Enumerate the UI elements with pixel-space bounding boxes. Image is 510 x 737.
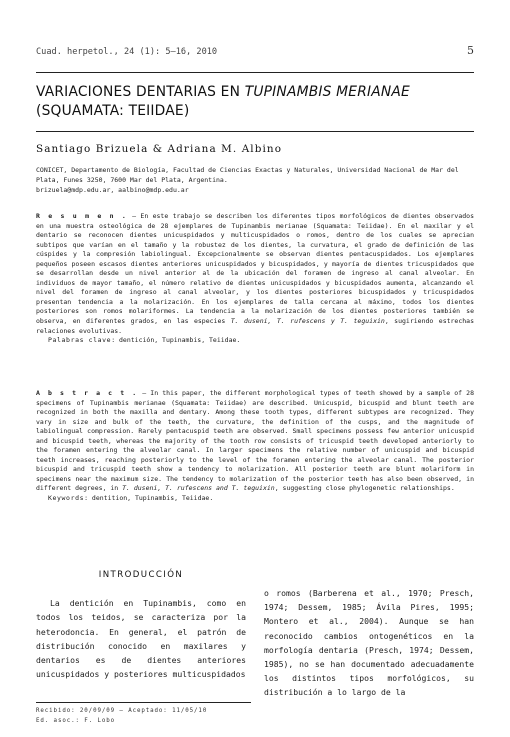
- received-accepted: Recibido: 20/09/09 — Aceptado: 11/05/10: [36, 708, 208, 714]
- affiliation: [36, 166, 474, 195]
- author-list: Santiago Brizuela & Adriana M. Albino: [36, 143, 283, 155]
- page-number: 5: [467, 44, 474, 57]
- abstract-block: [36, 389, 474, 504]
- intro-paragraph-2: o romos (Barberena et al., 1970; Presch, 1974; Dessem, 1985; Ávila Pires, 1995; Montero et al., 2004). Aunque se han reconocido cambios ontogenéticos en la morfología dentaria (Presch, 1974; Dessem, 1985), no se han documentado adecuadamente los distintos tipos morfológicos, su distribución a lo largo de la: [264, 588, 474, 698]
- intro-paragraph-1: La dentición en Tupinambis, como en todos los teidos, se caracteriza por la heterodoncia. En general, el patrón de distribución conocido en maxilares y dentarios es de dientes anteriores unicuspidados y posteriores multicuspidados: [36, 598, 246, 680]
- resumen-block: [36, 212, 474, 346]
- footer-rule: [36, 702, 251, 703]
- keywords: [36, 494, 474, 504]
- palabras-clave: [36, 336, 474, 346]
- footnote: [36, 707, 251, 726]
- resumen-text-end: , sugiriendo estrechas relaciones evolutivas.: [36, 317, 474, 335]
- header-rule: [36, 72, 474, 73]
- abstract-lead: A b s t r a c t .: [36, 389, 139, 397]
- title-line1-prefix: VARIACIONES DENTARIAS EN: [36, 84, 245, 100]
- body-columns: [0, 568, 510, 698]
- column-left: [36, 568, 246, 681]
- palabras-clave-label: Palabras clave: [48, 336, 112, 345]
- affiliation-text: CONICET, Departamento de Biología, Facultad de Ciencias Exactas y Naturales, Universidad Nacional de Mar del Plata, Funes 3250, 7600 Mar del Plata, Argentina.: [36, 166, 459, 184]
- column-right: [264, 586, 474, 700]
- section-heading: INTRODUCCIÓN: [98, 570, 184, 580]
- abstract-species: T. duseni, T. rufescens and T. teguixin: [122, 484, 275, 493]
- title-line2: (SQUAMATA: TEIIDAE): [36, 103, 190, 119]
- title-rule: [36, 131, 474, 132]
- keywords-label: Keywords: [48, 494, 85, 503]
- resumen-species: T. duseni, T. rufescens y T. teguixin: [230, 317, 385, 326]
- abstract-text: — In this paper, the different morphological types of teeth showed by a sample of 28 specimens of Tupinambis merianae (Squamata: Teiidae) are described. Unicuspid, bicuspid and blunt teeth are recognized in both the maxilla and dentary. Among these tooth types, different subtypes are recognized. They vary in size and bulk of the teeth, the curvature, the definition of the cusps, and the magnitude of labiolingual compression. Rarely pentacuspid teeth are observed. Small specimens possess few anterior unicuspid and bicuspid teeth, whereas the majority of the tooth row consists of tricuspid teeth developed anteriorly to the foramen entering the alveolar canal. In larger specimens the relative number of unicuspid and bicuspid teeth increases, reaching posteriorly to the level of the foramen entering the alveolar canal. The posterior bicuspid and tricuspid teeth show a tendency to molarization. All posterior teeth are blunt molariform in specimens near the maximum size. The tendency to molarization of the posterior teeth has also been observed, in different degrees, in: [36, 389, 474, 493]
- resumen-text: — En este trabajo se describen los diferentes tipos morfológicos de dientes observados en una muestra osteológica de 28 ejemplares de Tupinambis merianae (Squamata: Teiidae). En el maxilar y el dentario se reconocen dientes unicuspidados y multicuspidados o romos, dentro de los cuales se aprecian subtipos que varían en el tamaño y la robustez de los dientes, la curvatura, el grado de definición de las cúspides y la compresión labiolingual. Excepcionalmente se observan dientes pentacuspidados. Los ejemplares pequeños poseen escasos dientes anteriores unicuspidados y bicuspidados, y mayoría de dientes tricuspidados que se desarrollan desde un nivel anterior al de la ubicación del foramen de ingreso al canal alveolar. En individuos de mayor tamaño, el número relativo de dientes unicuspidados y bicuspidados aumenta, alcanzando el nivel del foramen de ingreso al canal alveolar, y los dientes posteriores bicuspidados y tricuspidados presentan tendencia a la molarización. En los ejemplares de talla cercana al máximo, todos los dientes posteriores son romos molariformes. La tendencia a la molarización de los dientes posteriores también se observa, en diferentes grados, en las especies: [36, 212, 474, 326]
- resumen-lead: R e s u m e n .: [36, 212, 128, 220]
- palabras-clave-text: : dentición, Tupinambis, Teiidae.: [111, 336, 241, 345]
- keywords-text: : dentition, Tupinambis, Teiidae.: [84, 494, 214, 503]
- title-species: TUPINAMBIS MERIANAE: [244, 84, 410, 100]
- author-emails: brizuela@mdp.edu.ar, aalbino@mdp.edu.ar: [36, 185, 189, 194]
- running-header: [36, 44, 474, 57]
- journal-citation: Cuad. herpetol., 24 (1): 5–16, 2010: [36, 47, 218, 57]
- associate-editor: Ed. asoc.: F. Lobo: [36, 717, 116, 724]
- abstract-text-end: , suggesting close phylogenetic relationships.: [274, 484, 455, 493]
- article-title: [36, 83, 474, 121]
